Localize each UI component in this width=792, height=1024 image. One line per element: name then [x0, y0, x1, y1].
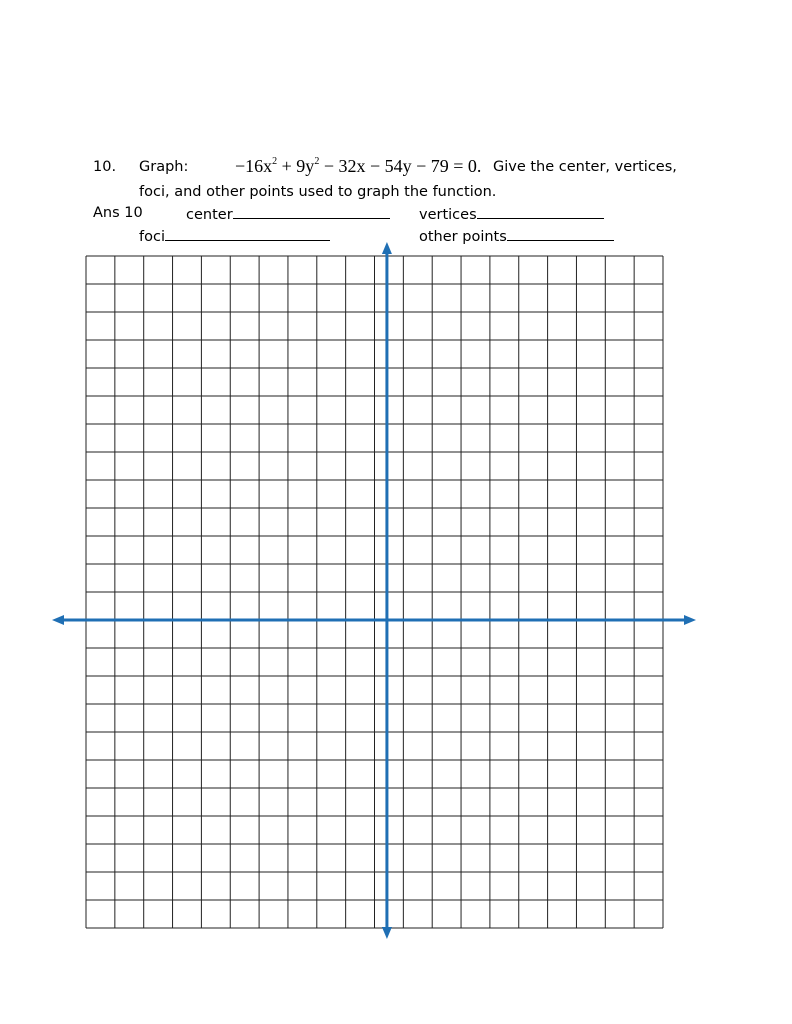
exponent: 2: [314, 156, 320, 167]
foci-label: foci: [139, 229, 165, 245]
graph-label: Graph:: [139, 159, 189, 175]
equation-end: .: [476, 156, 482, 176]
prompt-line-2: foci, and other points used to graph the function.: [139, 184, 497, 200]
other-points-label: other points: [419, 229, 507, 245]
answer-label: Ans 10: [93, 205, 143, 221]
prompt-line-1: Give the center, vertices,: [493, 159, 677, 175]
equation-term-y: + 9y: [277, 156, 315, 176]
equation-term-x: −16x: [235, 156, 273, 176]
y-axis-arrow-down-icon: [382, 927, 392, 939]
problem-number: 10.: [93, 159, 117, 175]
x-axis-arrow-left-icon: [52, 615, 64, 625]
y-axis-arrow-up-icon: [382, 242, 392, 254]
x-axis-arrow-right-icon: [684, 615, 696, 625]
equation-rest: − 32x − 54y − 79 = 0: [319, 156, 477, 176]
grid-lines: [86, 256, 663, 928]
center-label: center: [186, 207, 233, 223]
exponent: 2: [272, 156, 278, 167]
vertices-label: vertices: [419, 207, 477, 223]
